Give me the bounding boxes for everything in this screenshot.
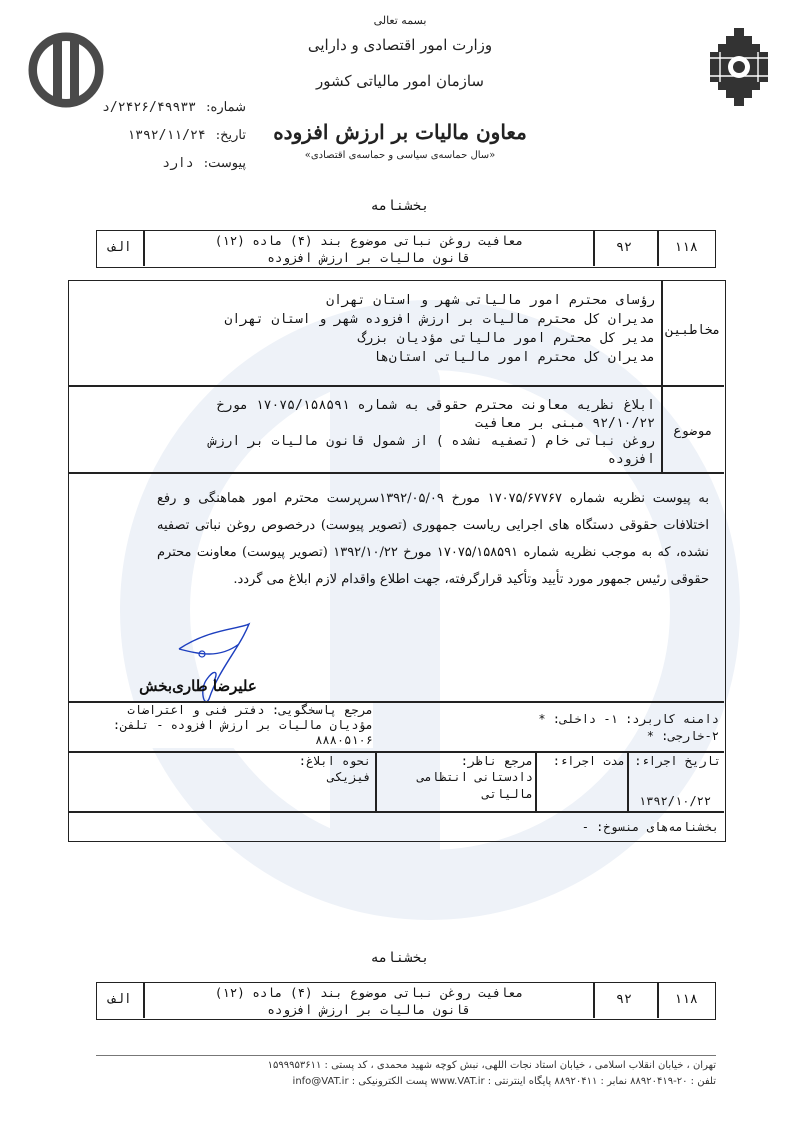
circular-series-repeat: الف: [108, 992, 132, 1007]
addressee-3: مدیر کل محترم امور مالیاتی مؤدیان بزرگ: [357, 331, 655, 346]
addressee-1: رؤسای محترم امور مالیاتی شهر و استان تهران: [326, 293, 655, 308]
reference-line-3: ۸۸۸۰۵۱۰۶: [315, 733, 373, 747]
subject-line-2: ۹۲/۱۰/۲۲ مبنی بر معافیت: [474, 416, 655, 431]
subject-line-3: روغن نباتی خام (تصفیه نشده ) از شمول قانون مالیات بر ارزش: [208, 434, 655, 449]
year-slogan: «سال حماسه‌ی سیاسی و حماسه‌ی اقتصادی»: [304, 150, 496, 161]
letter-number: [96, 100, 246, 115]
scope-line-1: دامنه کاربرد: ۱- داخلی: *: [538, 712, 719, 726]
scope-line-2: ۲-خارجی: *: [646, 729, 719, 743]
circular-form: [68, 280, 726, 842]
footer-divider: [96, 1055, 716, 1056]
circular-subject-line2: قانون مالیات بر ارزش افزوده: [267, 250, 471, 265]
deputy-name: معاون مالیات بر ارزش افزوده: [273, 120, 527, 144]
circular-title-box: [96, 230, 716, 268]
notification-method-label: نحوه ابلاغ:: [298, 754, 371, 768]
response-reference: [73, 703, 373, 748]
circular-subnumber: ۹۲: [616, 240, 632, 255]
organization-name: سازمان امور مالیاتی کشور: [316, 72, 484, 90]
addressee-4: مدیران کل محترم امور مالیاتی استان‌ها: [373, 350, 655, 365]
circular-subject: [147, 232, 591, 266]
letter-attachment-label: پیوست:: [203, 156, 246, 171]
circular-series: الف: [108, 240, 132, 255]
execution-period-label: مدت اجراء:: [552, 754, 625, 768]
signatory-name: علیرضا طاری‌بخش: [139, 677, 257, 695]
circular-heading-repeat: بخشنامه: [370, 950, 430, 966]
subject-text: [77, 397, 655, 469]
letter-date-value: ۱۳۹۲/۱۱/۲۴: [127, 128, 206, 143]
circular-number: ۱۱۸: [674, 240, 698, 255]
addressees-label: مخاطبین: [665, 323, 721, 338]
scope: [469, 711, 719, 745]
supervisor-value: دادستانی انتظامی مالیاتی: [417, 770, 533, 801]
letter-date: [96, 128, 246, 143]
footer-address: تهران ، خیابان انقلاب اسلامی ، خیابان استاد نجات اللهی، نبش کوچه شهید محمدی ، کد پستی : ۱۵۹۹۹۵۳۶۱۱: [267, 1060, 716, 1071]
circular-number-repeat: ۱۱۸: [674, 992, 698, 1007]
subject-label: موضوع: [673, 424, 713, 439]
circular-subject-line2-repeat: قانون مالیات بر ارزش افزوده: [267, 1002, 471, 1017]
execution-date-label: تاریخ اجراء:: [634, 754, 721, 768]
circular-subject-line1: معافیت روغن نباتی موضوع بند (۴) ماده (۱۲): [214, 233, 524, 248]
ministry-emblem: [706, 28, 772, 108]
execution-date-value: ۱۳۹۲/۱۰/۲۲: [638, 794, 712, 808]
letter-number-value: ۲۴۲۶/۴۹۹۳۳/د: [102, 100, 197, 115]
subject-line-1: ابلاغ نظریه معاونت محترم حقوقی به شماره ۱۷۰۷۵/۱۵۸۵۹۱ مورخ: [216, 398, 655, 413]
addressee-2: مدیران کل محترم مالیات بر ارزش افزوده شهر و استان تهران: [224, 312, 655, 327]
letter-date-label: تاریخ:: [215, 128, 246, 143]
letter-attachment-value: دارد: [162, 156, 194, 171]
supervisor-label: مرجع ناظر:: [460, 754, 533, 768]
letter-attachment: [96, 156, 246, 171]
basmala: بسمه تعالی: [373, 14, 427, 27]
subject-line-4: افزوده: [608, 452, 655, 467]
notification-method-value: فیزیکی: [327, 770, 371, 784]
reference-line-1: مرجع پاسخگویی: دفتر فنی و اعتراضات: [127, 703, 373, 717]
reference-line-2: مؤدیان مالیات بر ارزش افزوده - تلفن:: [112, 718, 373, 732]
circular-title-box-repeat: [96, 982, 716, 1020]
footer-contact: تلفن : ۲۰-۸۸۹۲۰۴۱۹ نمابر : ۸۸۹۲۰۴۱۱ پایگاه اینترنتی : www.VAT.ir پست الکترونیکی : info@VAT.ir: [292, 1076, 716, 1087]
letter-number-label: شماره:: [206, 100, 246, 115]
circular-body: به پیوست نظریه شماره ۱۷۰۷۵/۶۷۷۶۷ مورخ ۱۳۹۲/۰۵/۰۹سرپرست محترم امور هماهنگی و رفع اختلافات حقوقی دستگاه های اجرایی ریاست جمهوری (تصویر پیوست) درخصوص روغن نباتی تصفیه نشده، که به موجب نظریه شماره ۱۷۰۷۵/۱۵۸۵۹۱ مورخ ۱۳۹۲/۱۰/۲۲ (تصویر پیوست) معاونت محترم حقوقی رئیس جمهور مورد تأیید وتأکید قرارگرفته، جهت اطلاع واقدام لازم ابلاغ می گردد.: [157, 491, 709, 587]
addressees-list: [77, 291, 655, 367]
circular-subject-line1-repeat: معافیت روغن نباتی موضوع بند (۴) ماده (۱۲): [214, 985, 524, 1000]
tax-organization-logo: [26, 30, 106, 110]
circular-subject-repeat: [147, 984, 591, 1018]
circular-subnumber-repeat: ۹۲: [616, 992, 632, 1007]
ministry-name: وزارت امور اقتصادی و دارایی: [307, 36, 493, 54]
circular-heading: بخشنامه: [370, 198, 430, 214]
cancelled-circulars: بخشنامه‌های منسوخ: -: [581, 820, 719, 834]
